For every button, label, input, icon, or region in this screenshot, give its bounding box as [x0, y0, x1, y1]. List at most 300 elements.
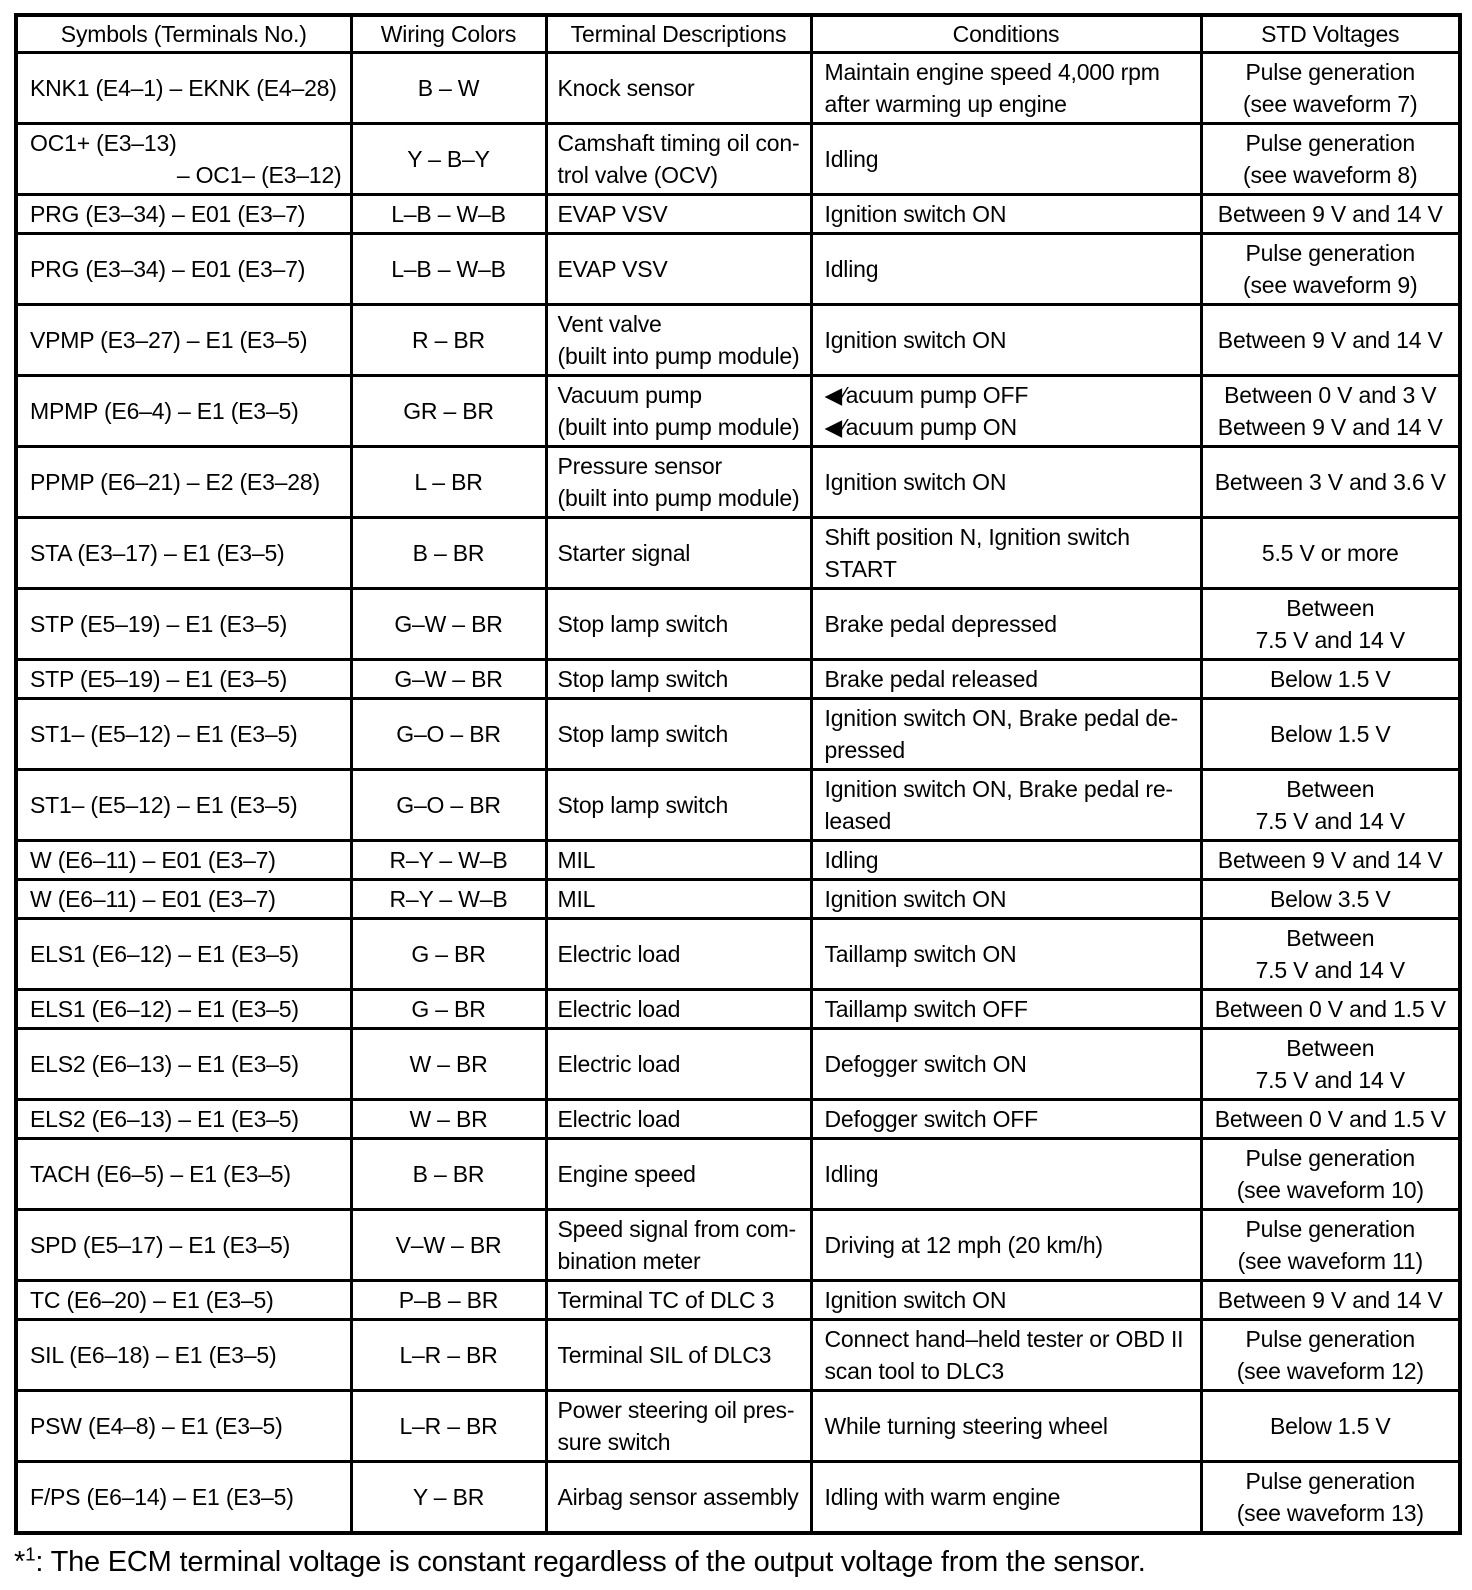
terminal-description-cell — [546, 1320, 811, 1391]
std-voltage-cell — [1201, 1210, 1460, 1281]
terminal-description-cell — [546, 376, 811, 447]
terminal-description-cell — [546, 990, 811, 1029]
cell-line: Ignition switch ON — [824, 327, 1007, 353]
table-row — [16, 1139, 1460, 1210]
cell-line: While turning steering wheel — [824, 1413, 1108, 1439]
cell-line: PSW (E4–8) – E1 (E3–5) — [30, 1413, 283, 1439]
cell-line: Below 1.5 V — [1269, 721, 1391, 747]
cell-line: F/PS (E6–14) – E1 (E3–5) — [30, 1484, 294, 1510]
terminal-description-cell — [546, 124, 811, 195]
std-voltage-cell — [1201, 990, 1460, 1029]
cell-line: (see waveform 7) — [1243, 91, 1418, 117]
std-voltage-cell — [1201, 880, 1460, 919]
cell-line: – OC1– (E3–12) — [176, 162, 342, 188]
conditions-cell — [811, 1320, 1201, 1391]
table-row — [16, 1100, 1460, 1139]
cell-line: Between — [1286, 776, 1375, 802]
cell-line: L–R – BR — [399, 1342, 498, 1368]
terminal-description-cell — [546, 589, 811, 660]
cell-line: Brake pedal released — [824, 666, 1038, 692]
cell-line: Pulse generation — [1245, 130, 1415, 156]
cell-line: Between — [1286, 595, 1375, 621]
wiring-color-cell — [351, 990, 546, 1029]
table-row — [16, 880, 1460, 919]
table-row — [16, 841, 1460, 880]
conditions-cell — [811, 589, 1201, 660]
std-voltage-cell — [1201, 195, 1460, 234]
conditions-cell — [811, 376, 1201, 447]
cell-line: Maintain engine speed 4,000 rpm — [824, 59, 1160, 85]
symbol-cell — [16, 699, 351, 770]
cell-line: Below 1.5 V — [1269, 1413, 1391, 1439]
cell-line: Y – BR — [412, 1484, 485, 1510]
cell-line: Power steering oil pres- — [557, 1397, 795, 1423]
symbol-cell — [16, 1029, 351, 1100]
symbol-cell — [16, 990, 351, 1029]
cell-line: Idling — [824, 847, 879, 873]
cell-line: Vacuum pump — [557, 382, 702, 408]
symbol-cell — [16, 660, 351, 699]
cell-line: W – BR — [409, 1051, 488, 1077]
conditions-cell — [811, 53, 1201, 124]
cell-line: ELS1 (E6–12) – E1 (E3–5) — [30, 941, 299, 967]
cell-line: L – BR — [414, 469, 483, 495]
terminal-description-cell — [546, 880, 811, 919]
wiring-color-cell — [351, 518, 546, 589]
cell-line: START — [824, 556, 897, 582]
cell-line: SPD (E5–17) – E1 (E3–5) — [30, 1232, 291, 1258]
std-voltage-cell — [1201, 305, 1460, 376]
table-row — [16, 124, 1460, 195]
cell-line: G–W – BR — [394, 611, 503, 637]
table-body — [16, 53, 1460, 1534]
cell-line: 5.5 V or more — [1261, 540, 1399, 566]
std-voltage-cell — [1201, 589, 1460, 660]
symbol-cell — [16, 447, 351, 518]
cell-line: ELS1 (E6–12) – E1 (E3–5) — [30, 996, 299, 1022]
cell-line: Airbag sensor assembly — [557, 1484, 799, 1510]
cell-line: Engine speed — [557, 1161, 696, 1187]
cell-line: Driving at 12 mph (20 km/h) — [824, 1232, 1103, 1258]
wiring-color-cell — [351, 660, 546, 699]
wiring-color-cell — [351, 1281, 546, 1320]
conditions-cell — [811, 1281, 1201, 1320]
terminal-description-cell — [546, 1100, 811, 1139]
cell-line: 7.5 V and 14 V — [1255, 627, 1405, 653]
cell-line: Pressure sensor — [557, 453, 722, 479]
terminal-description-cell — [546, 195, 811, 234]
wiring-color-cell — [351, 841, 546, 880]
col-header-wiring-colors: Wiring Colors — [351, 15, 546, 53]
cell-line: Between — [1286, 925, 1375, 951]
cell-line: 7.5 V and 14 V — [1255, 1067, 1405, 1093]
cell-line: 7.5 V and 14 V — [1255, 808, 1405, 834]
cell-line: Ignition switch ON — [824, 201, 1007, 227]
cell-line: SIL (E6–18) – E1 (E3–5) — [30, 1342, 277, 1368]
std-voltage-cell — [1201, 1281, 1460, 1320]
symbol-cell — [16, 1462, 351, 1534]
cell-line: Stop lamp switch — [557, 666, 729, 692]
wiring-color-cell — [351, 53, 546, 124]
symbol-cell — [16, 1391, 351, 1462]
cell-line: Pulse generation — [1245, 1326, 1415, 1352]
footnote-marker: * — [14, 1546, 26, 1578]
cell-line: pressed — [824, 737, 905, 763]
std-voltage-cell — [1201, 234, 1460, 305]
conditions-cell — [811, 919, 1201, 990]
terminal-description-cell — [546, 1139, 811, 1210]
symbol-cell — [16, 1320, 351, 1391]
std-voltage-cell — [1201, 1320, 1460, 1391]
terminal-description-cell — [546, 305, 811, 376]
cell-line: Pulse generation — [1245, 59, 1415, 85]
symbol-cell — [16, 376, 351, 447]
wiring-color-cell — [351, 770, 546, 841]
symbol-cell — [16, 841, 351, 880]
cell-line: KNK1 (E4–1) – EKNK (E4–28) — [30, 75, 337, 101]
std-voltage-cell — [1201, 660, 1460, 699]
cell-line: L–R – BR — [399, 1413, 498, 1439]
cell-line: (see waveform 9) — [1243, 272, 1418, 298]
cell-line: Defogger switch ON — [824, 1051, 1027, 1077]
cell-line: (see waveform 8) — [1243, 162, 1418, 188]
footnote-text: : The ECM terminal voltage is constant regardless of the output voltage from the sensor. — [35, 1546, 1146, 1578]
std-voltage-cell — [1201, 1139, 1460, 1210]
wiring-color-cell — [351, 1391, 546, 1462]
terminal-description-cell — [546, 234, 811, 305]
cell-line: G–W – BR — [394, 666, 503, 692]
ecm-terminal-voltage-table — [14, 13, 1462, 1535]
symbol-cell — [16, 195, 351, 234]
cell-line: Terminal SIL of DLC3 — [557, 1342, 772, 1368]
cell-line: (built into pump module) — [557, 485, 800, 511]
std-voltage-cell — [1201, 699, 1460, 770]
cell-line: Idling with warm engine — [824, 1484, 1061, 1510]
conditions-cell — [811, 699, 1201, 770]
conditions-cell — [811, 1139, 1201, 1210]
cell-line: MIL — [557, 886, 596, 912]
cell-line: Pulse generation — [1245, 1468, 1415, 1494]
std-voltage-cell — [1201, 518, 1460, 589]
col-header-conditions: Conditions — [811, 15, 1201, 53]
cell-line: (see waveform 11) — [1237, 1248, 1423, 1274]
cell-line: Between 0 V and 1.5 V — [1214, 1106, 1446, 1132]
conditions-cell — [811, 124, 1201, 195]
cell-line: Speed signal from com- — [557, 1216, 796, 1242]
terminal-description-cell — [546, 1391, 811, 1462]
table-row — [16, 990, 1460, 1029]
terminal-description-cell — [546, 1029, 811, 1100]
wiring-color-cell — [351, 305, 546, 376]
cell-line: ◀⁄acuum pump OFF — [824, 382, 1029, 408]
cell-line: Pulse generation — [1245, 1145, 1415, 1171]
table-row — [16, 699, 1460, 770]
conditions-cell — [811, 990, 1201, 1029]
wiring-color-cell — [351, 919, 546, 990]
table-row — [16, 518, 1460, 589]
cell-line: Ignition switch ON — [824, 469, 1007, 495]
cell-line: R–Y – W–B — [389, 847, 508, 873]
wiring-color-cell — [351, 1462, 546, 1534]
cell-line: ◀⁄acuum pump ON — [824, 414, 1017, 440]
wiring-color-cell — [351, 1210, 546, 1281]
table-row — [16, 589, 1460, 660]
conditions-cell — [811, 305, 1201, 376]
symbol-cell — [16, 1210, 351, 1281]
cell-line: sure switch — [557, 1429, 671, 1455]
cell-line: 7.5 V and 14 V — [1255, 957, 1405, 983]
cell-line: Electric load — [557, 941, 681, 967]
cell-line: ELS2 (E6–13) – E1 (E3–5) — [30, 1051, 299, 1077]
cell-line: TACH (E6–5) – E1 (E3–5) — [30, 1161, 291, 1187]
cell-line: bination meter — [557, 1248, 701, 1274]
symbol-cell — [16, 234, 351, 305]
cell-line: G–O – BR — [396, 721, 501, 747]
symbol-cell — [16, 53, 351, 124]
cell-line: Between 9 V and 14 V — [1217, 327, 1443, 353]
cell-line: Taillamp switch ON — [824, 941, 1017, 967]
cell-line: (see waveform 10) — [1236, 1177, 1424, 1203]
cell-line: (built into pump module) — [557, 414, 800, 440]
cell-line: MPMP (E6–4) – E1 (E3–5) — [30, 398, 299, 424]
footnote-superscript: 1 — [25, 1543, 36, 1565]
wiring-color-cell — [351, 1139, 546, 1210]
cell-line: PPMP (E6–21) – E2 (E3–28) — [30, 469, 320, 495]
cell-line: after warming up engine — [824, 91, 1067, 117]
table-row — [16, 234, 1460, 305]
conditions-cell — [811, 1391, 1201, 1462]
terminal-description-cell — [546, 518, 811, 589]
cell-line: ELS2 (E6–13) – E1 (E3–5) — [30, 1106, 299, 1132]
cell-line: Stop lamp switch — [557, 611, 729, 637]
wiring-color-cell — [351, 234, 546, 305]
wiring-color-cell — [351, 376, 546, 447]
wiring-color-cell — [351, 1320, 546, 1391]
std-voltage-cell — [1201, 919, 1460, 990]
cell-line: Camshaft timing oil con- — [557, 130, 800, 156]
cell-line: Between — [1286, 1035, 1375, 1061]
conditions-cell — [811, 1462, 1201, 1534]
cell-line: EVAP VSV — [557, 256, 668, 282]
wiring-color-cell — [351, 589, 546, 660]
symbol-cell — [16, 880, 351, 919]
cell-line: Electric load — [557, 996, 681, 1022]
cell-line: ST1– (E5–12) – E1 (E3–5) — [30, 792, 298, 818]
cell-line: G – BR — [411, 996, 486, 1022]
cell-line: V–W – BR — [395, 1232, 502, 1258]
col-header-terminal-descriptions: Terminal Descriptions — [546, 15, 811, 53]
cell-line: W (E6–11) – E01 (E3–7) — [30, 847, 276, 873]
symbol-cell — [16, 919, 351, 990]
cell-line: B – W — [417, 75, 480, 101]
conditions-cell — [811, 234, 1201, 305]
cell-line: (see waveform 13) — [1236, 1500, 1424, 1526]
conditions-cell — [811, 1210, 1201, 1281]
symbol-cell — [16, 305, 351, 376]
symbol-cell — [16, 124, 351, 195]
terminal-description-cell — [546, 660, 811, 699]
footnote — [14, 1544, 1458, 1580]
cell-line: G–O – BR — [396, 792, 501, 818]
wiring-color-cell — [351, 195, 546, 234]
cell-line: Idling — [824, 146, 879, 172]
cell-line: OC1+ (E3–13) — [30, 130, 177, 156]
cell-line: Idling — [824, 1161, 879, 1187]
table-row — [16, 1391, 1460, 1462]
cell-line: Knock sensor — [557, 75, 695, 101]
cell-line: Between 9 V and 14 V — [1217, 414, 1443, 440]
table-row — [16, 305, 1460, 376]
wiring-color-cell — [351, 699, 546, 770]
cell-line: Ignition switch ON, Brake pedal de- — [824, 705, 1179, 731]
cell-line: Between 0 V and 1.5 V — [1214, 996, 1446, 1022]
cell-line: B – BR — [412, 540, 485, 566]
cell-line: Between 0 V and 3 V — [1224, 382, 1437, 408]
terminal-description-cell — [546, 699, 811, 770]
std-voltage-cell — [1201, 124, 1460, 195]
std-voltage-cell — [1201, 770, 1460, 841]
conditions-cell — [811, 660, 1201, 699]
symbol-cell — [16, 1281, 351, 1320]
table-row — [16, 195, 1460, 234]
cell-line: Brake pedal depressed — [824, 611, 1057, 637]
col-header-symbols: Symbols (Terminals No.) — [16, 15, 351, 53]
terminal-description-cell — [546, 841, 811, 880]
symbol-cell — [16, 1139, 351, 1210]
cell-line: W (E6–11) – E01 (E3–7) — [30, 886, 276, 912]
conditions-cell — [811, 770, 1201, 841]
table-row — [16, 1320, 1460, 1391]
col-header-std-voltages: STD Voltages — [1201, 15, 1460, 53]
wiring-color-cell — [351, 1100, 546, 1139]
cell-line: Stop lamp switch — [557, 792, 729, 818]
cell-line: ST1– (E5–12) – E1 (E3–5) — [30, 721, 298, 747]
cell-line: G – BR — [411, 941, 486, 967]
std-voltage-cell — [1201, 841, 1460, 880]
table-row — [16, 1462, 1460, 1534]
cell-line: Starter signal — [557, 540, 691, 566]
cell-line: Below 1.5 V — [1269, 666, 1391, 692]
cell-line: Defogger switch OFF — [824, 1106, 1038, 1132]
cell-line: Between 9 V and 14 V — [1217, 201, 1443, 227]
cell-line: P–B – BR — [398, 1287, 499, 1313]
symbol-cell — [16, 1100, 351, 1139]
cell-line: Between 3 V and 3.6 V — [1214, 469, 1446, 495]
wiring-color-cell — [351, 124, 546, 195]
cell-line: scan tool to DLC3 — [824, 1358, 1004, 1384]
cell-line: STP (E5–19) – E1 (E3–5) — [30, 611, 288, 637]
table-row — [16, 1281, 1460, 1320]
cell-line: VPMP (E3–27) – E1 (E3–5) — [30, 327, 308, 353]
std-voltage-cell — [1201, 376, 1460, 447]
symbol-cell — [16, 518, 351, 589]
cell-line: EVAP VSV — [557, 201, 668, 227]
cell-line: PRG (E3–34) – E01 (E3–7) — [30, 201, 306, 227]
cell-line: GR – BR — [403, 398, 494, 424]
cell-line: Ignition switch ON — [824, 886, 1007, 912]
table-row — [16, 53, 1460, 124]
terminal-description-cell — [546, 1462, 811, 1534]
cell-line: Electric load — [557, 1051, 681, 1077]
conditions-cell — [811, 195, 1201, 234]
std-voltage-cell — [1201, 447, 1460, 518]
cell-line: trol valve (OCV) — [557, 162, 718, 188]
symbol-cell — [16, 770, 351, 841]
table-row — [16, 1029, 1460, 1100]
table-row — [16, 770, 1460, 841]
cell-line: Ignition switch ON — [824, 1287, 1007, 1313]
cell-line: (built into pump module) — [557, 343, 800, 369]
conditions-cell — [811, 447, 1201, 518]
wiring-color-cell — [351, 880, 546, 919]
wiring-color-cell — [351, 1029, 546, 1100]
cell-line: Taillamp switch OFF — [824, 996, 1028, 1022]
cell-line: Idling — [824, 256, 879, 282]
cell-line: B – BR — [412, 1161, 485, 1187]
cell-line: MIL — [557, 847, 596, 873]
cell-line: Pulse generation — [1245, 240, 1415, 266]
terminal-description-cell — [546, 770, 811, 841]
table-row — [16, 660, 1460, 699]
cell-line: W – BR — [409, 1106, 488, 1132]
cell-line: PRG (E3–34) – E01 (E3–7) — [30, 256, 306, 282]
conditions-cell — [811, 1100, 1201, 1139]
symbol-cell — [16, 589, 351, 660]
cell-line: STP (E5–19) – E1 (E3–5) — [30, 666, 288, 692]
conditions-cell — [811, 518, 1201, 589]
cell-line: Between 9 V and 14 V — [1217, 847, 1443, 873]
table-row — [16, 919, 1460, 990]
cell-line: Terminal TC of DLC 3 — [557, 1287, 775, 1313]
cell-line: L–B – W–B — [391, 201, 506, 227]
cell-line: TC (E6–20) – E1 (E3–5) — [30, 1287, 274, 1313]
cell-line: Y – B–Y — [407, 146, 490, 172]
cell-line: Vent valve — [557, 311, 662, 337]
cell-line: Electric load — [557, 1106, 681, 1132]
cell-line: STA (E3–17) – E1 (E3–5) — [30, 540, 285, 566]
std-voltage-cell — [1201, 1029, 1460, 1100]
table-header — [16, 15, 1460, 53]
terminal-description-cell — [546, 447, 811, 518]
header-row — [16, 15, 1460, 53]
std-voltage-cell — [1201, 1462, 1460, 1534]
std-voltage-cell — [1201, 1391, 1460, 1462]
table-row — [16, 376, 1460, 447]
terminal-description-cell — [546, 1210, 811, 1281]
conditions-cell — [811, 1029, 1201, 1100]
cell-line: Connect hand–held tester or OBD II — [824, 1326, 1184, 1352]
table-row — [16, 1210, 1460, 1281]
cell-line: Stop lamp switch — [557, 721, 729, 747]
cell-line: Shift position N, Ignition switch — [824, 524, 1130, 550]
terminal-description-cell — [546, 1281, 811, 1320]
conditions-cell — [811, 880, 1201, 919]
cell-line: Below 3.5 V — [1269, 886, 1391, 912]
cell-line: Between 9 V and 14 V — [1217, 1287, 1443, 1313]
std-voltage-cell — [1201, 53, 1460, 124]
conditions-cell — [811, 841, 1201, 880]
cell-line: leased — [824, 808, 892, 834]
terminal-description-cell — [546, 53, 811, 124]
cell-line: (see waveform 12) — [1236, 1358, 1424, 1384]
cell-line: R – BR — [412, 327, 485, 353]
terminal-description-cell — [546, 919, 811, 990]
table-row — [16, 447, 1460, 518]
cell-line: L–B – W–B — [391, 256, 506, 282]
cell-line: Ignition switch ON, Brake pedal re- — [824, 776, 1173, 802]
cell-line: Pulse generation — [1245, 1216, 1415, 1242]
cell-line: R–Y – W–B — [389, 886, 508, 912]
